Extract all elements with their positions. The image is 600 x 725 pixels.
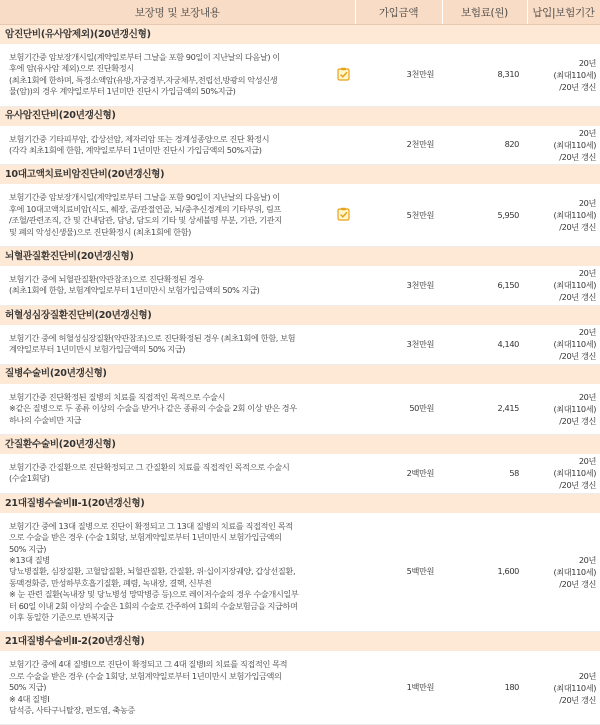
coverage-section-row	[0, 493, 600, 513]
coverage-amount: 50만원	[355, 384, 442, 435]
coverage-desc-line: (최초1회에 한함, 보험계약일로부터 1년미만시 보험가입금액의 50% 지급)	[9, 285, 260, 296]
period-line: (최대110세)	[553, 69, 596, 80]
coverage-premium: 5,950	[442, 184, 527, 246]
coverage-detail-row	[0, 184, 600, 246]
coverage-desc-line: 이후 동일한 기준으로 반복지급	[9, 611, 114, 622]
coverage-period	[527, 184, 600, 246]
coverage-period	[527, 454, 600, 493]
coverage-desc-line: 담석증, 사타구니탈장, 편도염, 축농증	[9, 705, 135, 715]
coverage-detail-row	[0, 126, 600, 165]
period-line: 20년	[578, 391, 596, 402]
coverage-period	[527, 126, 600, 165]
coverage-detail-row	[0, 44, 600, 106]
coverage-desc-line: 당뇨병질환, 심장질환, 고혈압질환, 뇌혈관질환, 간질환, 위·십이지장궤양, 갑상선질환,	[9, 566, 296, 577]
coverage-premium: 4,140	[442, 325, 527, 364]
coverage-amount: 1백만원	[355, 651, 442, 725]
coverage-premium: 58	[442, 454, 527, 493]
coverage-amount: 5천만원	[355, 184, 442, 246]
coverage-desc-line: ※13대 질병	[9, 554, 50, 565]
coverage-amount: 3천만원	[355, 44, 442, 106]
header-amount: 가입금액	[355, 0, 442, 25]
coverage-desc-line: 보험기간 중에 뇌혈관질환(약관참조)으로 진단확정된 경우	[9, 274, 204, 285]
coverage-desc-line: (수술1회당)	[9, 473, 50, 484]
coverage-section-row	[0, 434, 600, 454]
coverage-desc-line: 터 60일 이내 2회 이상의 수술은 1회의 수술로 간주하여 1회의 수술보험금을 지급하며	[9, 600, 298, 611]
coverage-description	[0, 44, 355, 106]
period-line: (최대110세)	[553, 280, 596, 291]
coverage-desc-line: 으로 수술을 받은 경우 (수술 1회당, 보험계약일로부터 1년미만시 보험가입금액의	[9, 670, 282, 681]
period-line: 20년	[578, 268, 596, 279]
period-line: (최대110세)	[553, 140, 596, 151]
coverage-desc-line: 보험기간중 암보장개시일(계약일로부터 그날을 포함 90일이 지난날의 다음날) 이	[9, 52, 280, 62]
coverage-detail-row	[0, 651, 600, 725]
coverage-description	[0, 126, 355, 165]
coverage-desc-line: 보험기간중 간질환으로 진단확정되고 그 간질환의 치료를 직접적인 목적으로 수술시	[9, 461, 290, 472]
period-line: /20년 갱신	[559, 694, 596, 705]
coverage-description	[0, 513, 355, 632]
checklist-icon	[337, 207, 351, 221]
coverage-description	[0, 266, 355, 305]
coverage-detail-row	[0, 384, 600, 435]
coverage-premium: 180	[442, 651, 527, 725]
coverage-premium: 8,310	[442, 44, 527, 106]
coverage-premium: 6,150	[442, 266, 527, 305]
coverage-desc-line: ※같은 질병으로 두 종류 이상의 수술을 받거나 같은 종류의 수술을 2회 이상 받은 경우	[9, 403, 297, 414]
coverage-premium: 1,600	[442, 513, 527, 632]
coverage-desc-line: 보험기간중 암보장개시일(계약일로부터 그날을 포함 90일이 지난날의 다음날) 이	[9, 192, 280, 203]
period-line: (최대110세)	[553, 682, 596, 693]
checklist-icon	[337, 67, 351, 81]
coverage-amount: 3천만원	[355, 266, 442, 305]
period-line: /20년 갱신	[559, 351, 596, 362]
coverage-period	[527, 44, 600, 106]
period-line: (최대110세)	[553, 339, 596, 350]
coverage-desc-line: 보험기간중 진단확정된 질병의 치료를 직접적인 목적으로 수술시	[9, 391, 225, 402]
coverage-desc-line: (각각 최초1회에 한함, 계약일로부터 1년미만 진단시 가입금액의 50%지급)	[9, 145, 262, 156]
coverage-title: 허혈성심장질환진단비(20년갱신형)	[0, 305, 600, 325]
coverage-desc-line: ※ 눈 관련 질환(녹내장 및 당뇨병성 망막병증 등)으로 레이저수술의 경우 수술개시일부	[9, 589, 299, 600]
period-line: (최대110세)	[553, 567, 596, 578]
coverage-amount: 2천만원	[355, 126, 442, 165]
period-line: (최대110세)	[553, 210, 596, 221]
coverage-section-row	[0, 25, 600, 45]
period-line: /20년 갱신	[559, 480, 596, 491]
coverage-desc-line: 후에 10대고액치료비암(식도, 췌장, 골/관절연골, 뇌/중추신경계의 기타부위, 림프	[9, 203, 281, 214]
coverage-detail-row	[0, 454, 600, 493]
period-line: (최대110세)	[553, 403, 596, 414]
coverage-amount: 3천만원	[355, 325, 442, 364]
coverage-description	[0, 454, 355, 493]
coverage-detail-row	[0, 513, 600, 632]
coverage-desc-line: 계약일로부터 1년미만시 보험가입금액의 50% 지급)	[9, 344, 186, 355]
header-row	[0, 0, 600, 25]
coverage-title: 21대질병수술비Ⅱ-1(20년갱신형)	[0, 493, 600, 513]
coverage-section-row	[0, 632, 600, 652]
coverage-section-row	[0, 106, 600, 126]
coverage-desc-line: ※ 4대 질병Ⅰ	[9, 693, 50, 704]
header-coverage-name: 보장명 및 보장내용	[0, 0, 355, 25]
coverage-title: 질병수술비(20년갱신형)	[0, 364, 600, 384]
coverage-title: 21대질병수술비Ⅱ-2(20년갱신형)	[0, 632, 600, 652]
coverage-detail-row	[0, 325, 600, 364]
period-line: 20년	[578, 670, 596, 681]
coverage-rows	[0, 25, 600, 725]
header-period: 납입|보험기간	[527, 0, 600, 25]
period-line: /20년 갱신	[559, 415, 596, 426]
coverage-desc-line: (최초1회에 한하며, 특정소액암(유방,자궁경부,자궁체부,전립선,방광의 악성신생	[9, 74, 278, 85]
coverage-section-row	[0, 305, 600, 325]
period-line: /20년 갱신	[559, 292, 596, 303]
coverage-desc-line: 보험기간중 기타피부암, 갑상선암, 제자리암 또는 경계성종양으로 진단 확정시	[9, 133, 270, 144]
header-premium: 보험료(원)	[442, 0, 527, 25]
coverage-description	[0, 325, 355, 364]
coverage-amount: 2백만원	[355, 454, 442, 493]
coverage-desc-line: 50% 지급)	[9, 682, 47, 693]
period-line: /20년 갱신	[559, 579, 596, 590]
coverage-period	[527, 325, 600, 364]
period-line: /20년 갱신	[559, 152, 596, 163]
coverage-period	[527, 513, 600, 632]
coverage-desc-line: 후에 암(유사암 제외)으로 진단확정시	[9, 63, 134, 74]
coverage-detail-row	[0, 266, 600, 305]
coverage-premium: 820	[442, 126, 527, 165]
coverage-desc-line: 하나의 수술비만 지급	[9, 414, 81, 425]
coverage-desc-line: /조혈/관련조직, 간 및 간내담관, 담낭, 담도의 기타 및 상세불명 부분, 기관, 기관지	[9, 215, 282, 226]
coverage-period	[527, 651, 600, 725]
coverage-section-row	[0, 247, 600, 267]
period-line: 20년	[578, 456, 596, 467]
coverage-amount: 5백만원	[355, 513, 442, 632]
period-line: 20년	[578, 57, 596, 68]
coverage-title: 암진단비(유사암제외)(20년갱신형)	[0, 25, 600, 45]
period-line: (최대110세)	[553, 468, 596, 479]
coverage-desc-line: 및 폐의 악성신생물)으로 진단확정시 (최초1회에 한함)	[9, 226, 191, 237]
coverage-desc-line: 물(암))의 경우 계약일로부터 1년미만 진단시 가입금액의 50%지급)	[9, 86, 236, 97]
coverage-description	[0, 384, 355, 435]
coverage-title: 간질환수술비(20년갱신형)	[0, 434, 600, 454]
coverage-title: 유사암진단비(20년갱신형)	[0, 106, 600, 126]
coverage-period	[527, 384, 600, 435]
coverage-description	[0, 651, 355, 725]
coverage-section-row	[0, 165, 600, 185]
period-line: 20년	[578, 327, 596, 338]
coverage-section-row	[0, 364, 600, 384]
period-line: 20년	[578, 198, 596, 209]
period-line: /20년 갱신	[559, 222, 596, 233]
coverage-period	[527, 266, 600, 305]
coverage-desc-line: 보험기간 중에 4대 질병Ⅰ으로 진단이 확정되고 그 4대 질병Ⅰ의 치료를 직접적인 목적	[9, 659, 288, 670]
coverage-desc-line: 보험기간 중에 허혈성심장질환(약관참조)으로 진단확정된 경우 (최초1회에 한함, 보험	[9, 332, 296, 343]
coverage-desc-line: 동맥경화증, 만성하부호흡기질환, 폐렴, 녹내장, 결핵, 신부전	[9, 577, 212, 588]
coverage-title: 10대고액치료비암진단비(20년갱신형)	[0, 165, 600, 185]
coverage-description	[0, 184, 355, 246]
coverage-desc-line: 50% 지급)	[9, 543, 47, 554]
period-line: 20년	[578, 128, 596, 139]
coverage-desc-line: 으로 수술을 받은 경우 (수술 1회당, 보험계약일로부터 1년미만시 보험가입금액의	[9, 532, 282, 543]
period-line: 20년	[578, 555, 596, 566]
coverage-title: 뇌혈관질환진단비(20년갱신형)	[0, 247, 600, 267]
coverage-premium: 2,415	[442, 384, 527, 435]
period-line: /20년 갱신	[559, 81, 596, 92]
coverage-desc-line: 보험기간 중에 13대 질병으로 진단이 확정되고 그 13대 질병의 치료를 직접적인 목적	[9, 520, 293, 531]
